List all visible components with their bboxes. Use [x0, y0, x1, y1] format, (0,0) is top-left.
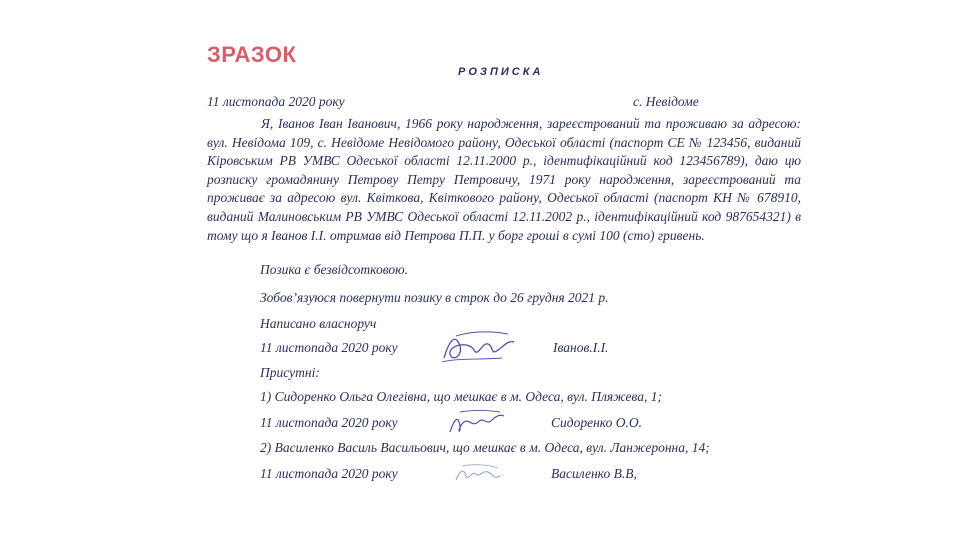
- obligation-text: Зобов’язуюся повернути позику в строк до 26 грудня 2021 р.: [260, 290, 609, 305]
- loan-note: Позика є безвідсотковою.: [260, 262, 409, 277]
- witness1-text: 1) Сидоренко Ольга Олегівна, що мешкає в м. Одеса, вул. Пляжева, 1;: [260, 389, 663, 404]
- witness2-text: 2) Василенко Василь Васильович, що мешкає в м. Одеса, вул. Ланжеронна, 14;: [260, 440, 710, 455]
- sample-stamp: ЗРАЗОК: [207, 42, 297, 67]
- witness2-sign-name: Василенко В.В,: [551, 466, 637, 481]
- borrower-sign-date: 11 листопада 2020 року: [260, 340, 398, 355]
- witness1-sign-date: 11 листопада 2020 року: [260, 415, 398, 430]
- witness1-sign-name: Сидоренко О.О.: [551, 415, 642, 430]
- witness2-sign-date: 11 листопада 2020 року: [260, 466, 398, 481]
- body-paragraph: Я, Іванов Іван Іванович, 1966 року народження, зареєстрований та проживаю за адресою: вул. Невідома 109, с. Невідоме Невідомого району, Одеської області (паспорт СЕ № 123456, виданий Кіровським РВ УМВС Одеської області 12.11.2000 р., ідентифікаційний код 123456789), даю цю розписку громадянину Петрову Петру Петровичу, 1971 року народження, зареєстрований та проживає за адресою вул. Квіткова, Квіткового району, Одеської області (паспорт КН № 678910, виданий Малиновським РВ УМВС Одеської області 12.11.2002 р., ідентифікаційний код 987654321) в тому що я Іванов І.І. отримав від Петрова П.П. у борг гроші в сумі 100 (сто) гривень.: [207, 116, 801, 243]
- header-place: с. Невідоме: [633, 94, 699, 109]
- witness1-signature-icon: [446, 406, 506, 438]
- witness2-signature-icon: [452, 460, 506, 488]
- document-title: РОЗПИСКА: [458, 66, 544, 78]
- present-label: Присутні:: [260, 365, 320, 380]
- borrower-signature-icon: [438, 328, 518, 368]
- handwritten-note: Написано власноруч: [260, 316, 377, 331]
- borrower-sign-name: Іванов.І.І.: [553, 340, 609, 355]
- header-date: 11 листопада 2020 року: [207, 94, 345, 109]
